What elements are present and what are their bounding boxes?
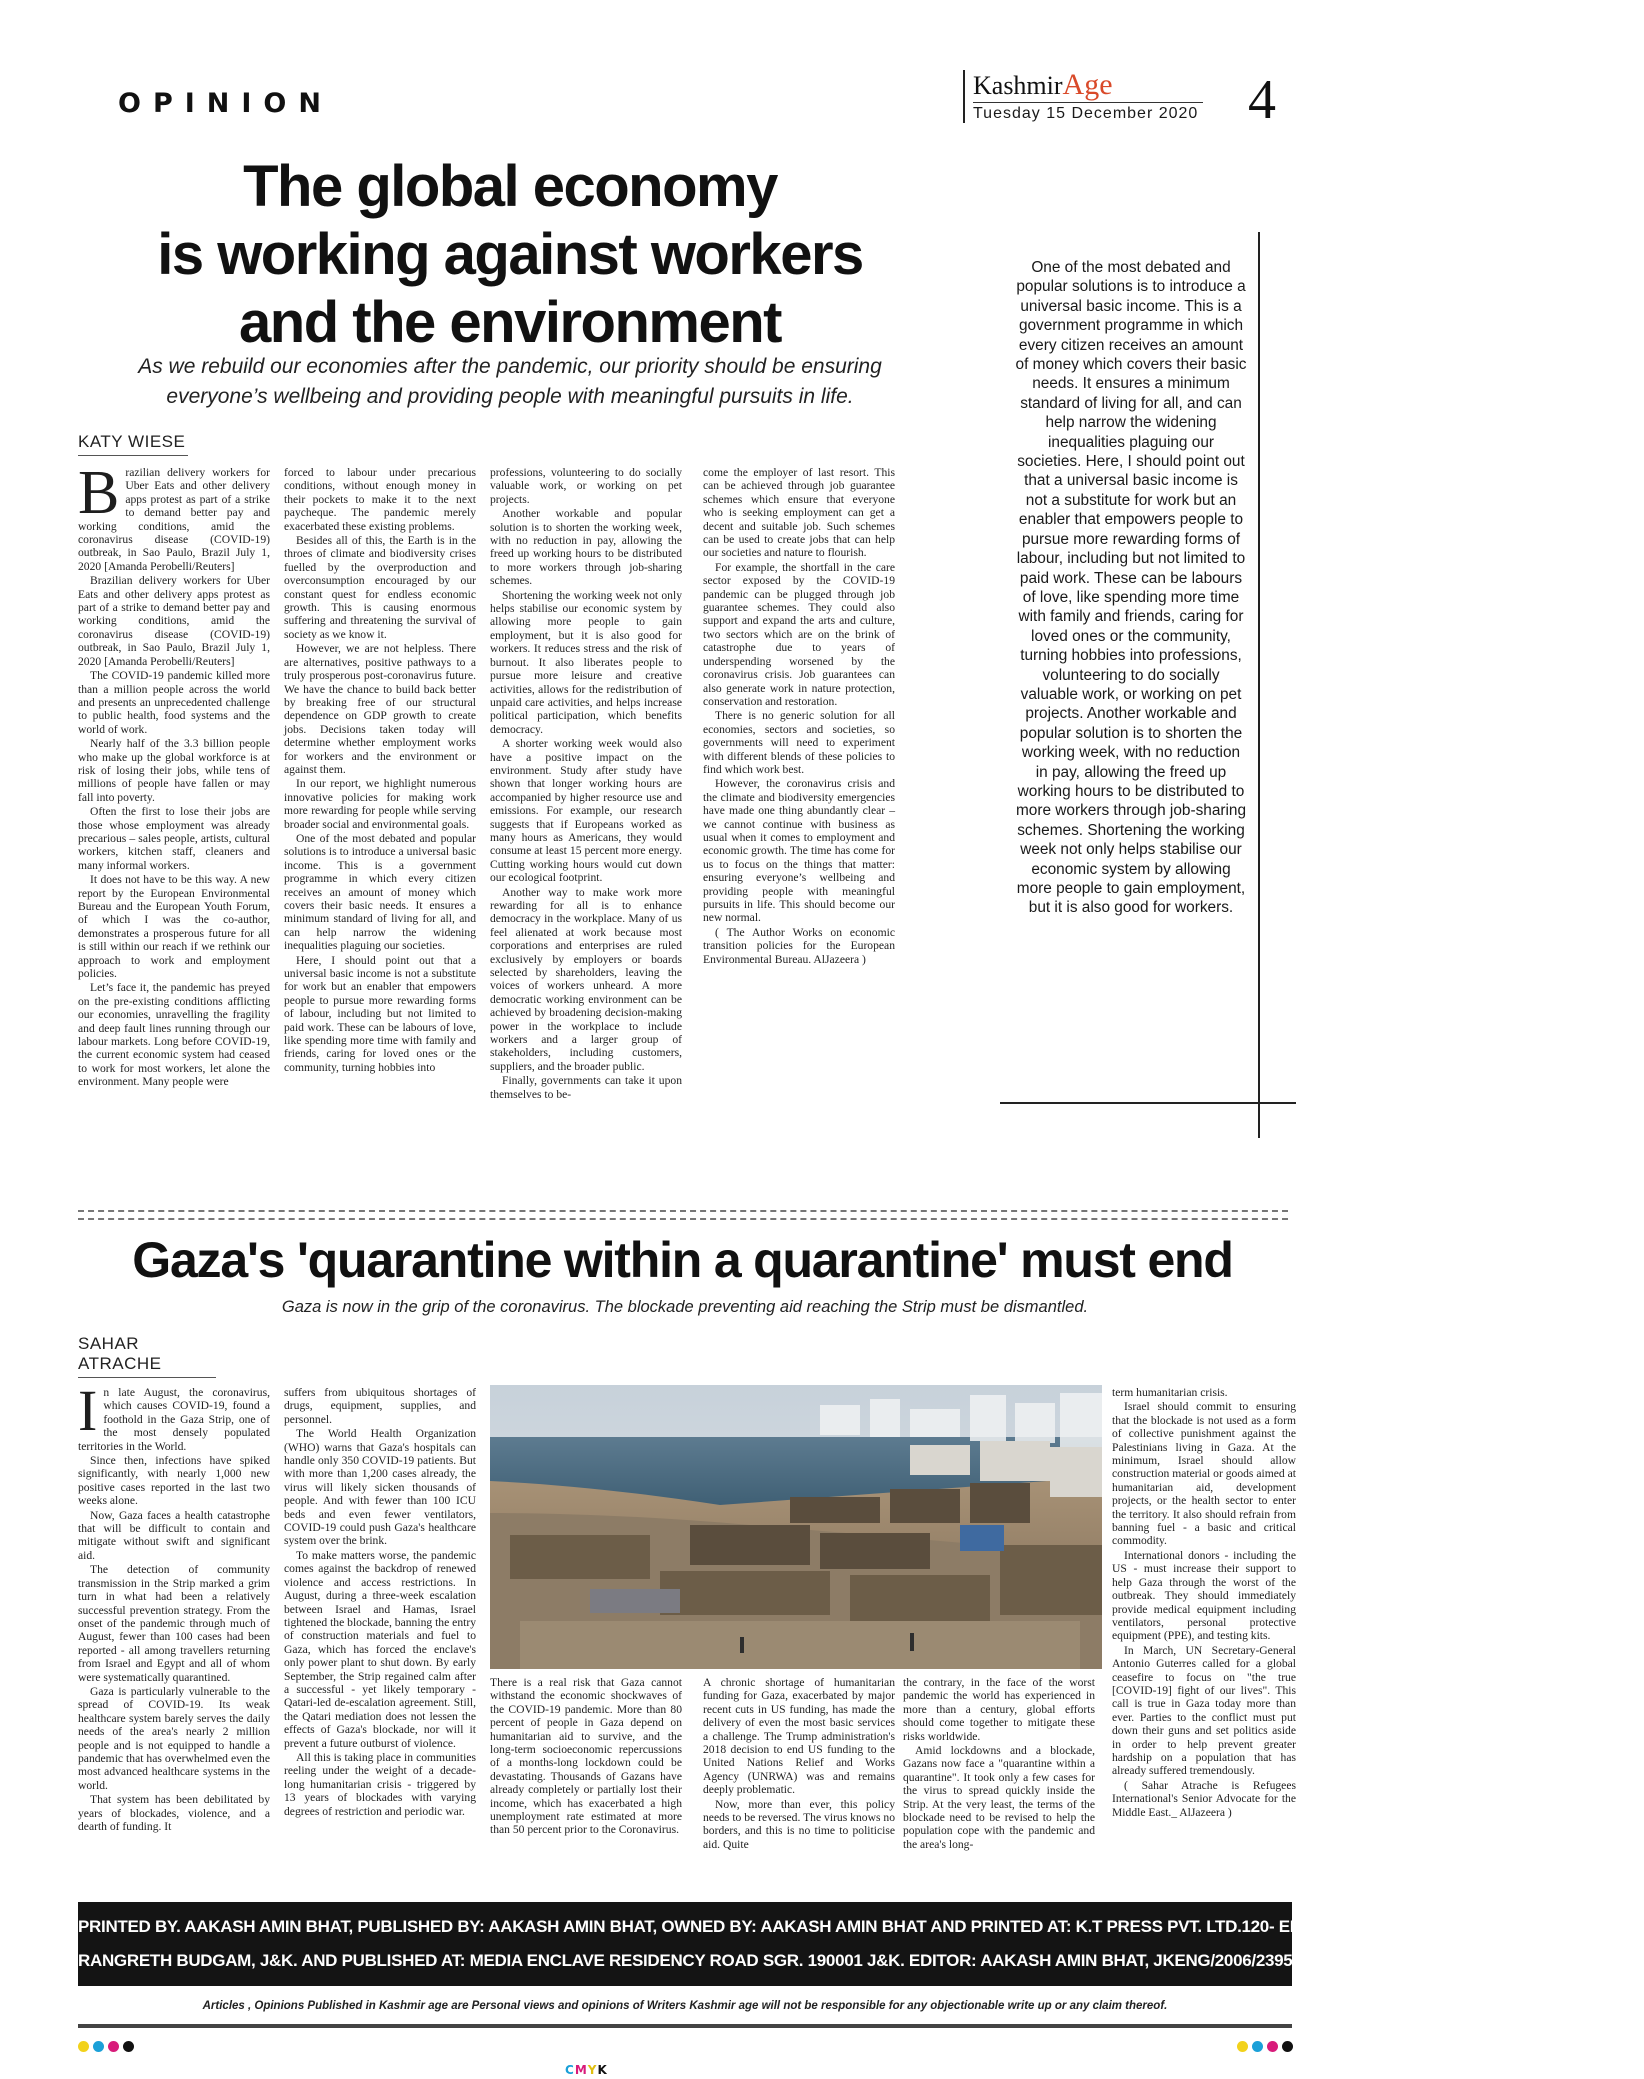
section-label: OPINION [118,88,333,119]
article1-byline: KATY WIESE [78,432,188,456]
cyan-dot [93,2041,104,2052]
yellow-dot [1237,2041,1248,2052]
article1-col1-para-1 [78,459,270,573]
cmyk-color-bar [565,2063,608,2077]
article1-dek [60,352,960,412]
article2-col1-para: Since then, infections have spiked significantly, with nearly 1,000 new positive cases reported in the last two weeks alone. [78,1454,270,1508]
disclaimer: Articles , Opinions Published in Kashmir age are Personal views and opinions of Writers Kashmir age will not be responsible for any objectionable write up or any claim thereof. [202,2000,1168,2012]
cmyk-m: M [574,2063,588,2077]
article2-col1-para: Gaza is particularly vulnerable to the spread of COVID-19. Its weak healthcare system barely serves the daily needs of the area's nearly 2 million people and is not equipped to handle a pandemic that has overwhelmed even the most advanced healthcare systems in the world. [78,1684,270,1792]
article2-byline: SAHAR ATRACHE [78,1334,216,1378]
publication-name [973,70,1203,101]
pull-quote-horizontal-rule [1000,1102,1296,1104]
article1-col1-para: Often the first to lose their jobs are those whose employment was already precarious – sales people, artists, cultural workers, kitchen staff, cleaners and many informal workers. [78,805,270,872]
publication-name-part1: Kashmir [973,71,1063,100]
article1-headline-line2: is working against workers [157,222,863,287]
masthead [963,70,1203,123]
article1-col2-para: One of the most debated and popular solutions is to introduce a universal basic income. This is a government programme in which every citizen receives an amount of money which covers their basic needs. It ensures a minimum standard of living for all, and can help narrow the widening inequalities plaguing our societies. [284,831,476,953]
article1-col2-para: forced to labour under precarious conditions, without enough money in their pockets to make it to the next paycheque. The pandemic merely exacerbated these existing problems. [284,466,476,533]
article1-col3-para: professions, volunteering to do socially valuable work, or working on pet projects. [490,466,682,506]
article2-col6-para: term humanitarian crisis. [1112,1386,1228,1399]
article2-col1-para: The detection of community transmission in the Strip marked a grim turn in what had been a relatively successful prevention strategy. From the onset of the pandemic through much of August, fewer than 100 cases had been reported - all among travellers returning from Israel and Egypt and all of whom were systematically quarantined. [78,1563,270,1684]
article2-col2-para: All this is taking place in communities reeling under the weight of a decade-long humanitarian crisis - triggered by 13 years of blockades with varying degrees of restriction and periodic war. [284,1750,476,1818]
article1-col1-para: The COVID-19 pandemic killed more than a million people across the world and presents an unprecedented challenge to public health, food systems and the world of work. [78,669,270,736]
article1-col2-para: Besides all of this, the Earth is in the throes of climate and biodiversity crises fuelled by the overproduction and overconsumption encouraged by our constant quest for endless economic growth. This is causing enormous suffering and threatening the survival of society as we know it. [284,534,476,641]
publication-name-part2: Age [1062,68,1113,101]
magenta-dot [108,2041,119,2052]
article2-dek: Gaza is now in the grip of the coronavirus. The blockade preventing aid reaching the Strip must be dismantled. [281,1298,1089,1316]
imprint-line-1: PRINTED BY. AAKASH AMIN BHAT, PUBLISHED BY: AAKASH AMIN BHAT, OWNED BY: AAKASH AMIN BHAT AND PRINTED AT: K.T PRESS PVT. LTD.120- ELECTRONIC COMPLEX INDUSTRIAL ESTATE [78,1917,1644,1936]
black-dot [123,2041,134,2052]
article2-column-3 [490,1676,682,1882]
magenta-dot [1267,2041,1278,2052]
article2-col3-para: There is a real risk that Gaza cannot withstand the economic shockwaves of the COVID-19 pandemic. More than 80 percent of people in Gaza depend on humanitarian aid to survive, and the long-term socioeconomic repercussions of a months-long lockdown could be devastating. Thousands of Gazans have already completely or partially lost their income, which has exacerbated a high unemployment rate estimated at more than 50 percent prior to the Coronavirus. [490,1676,682,1837]
article1-col2-para: In our report, we highlight numerous innovative policies for making work more rewarding for people while serving broader social and environmental goals. [284,777,476,831]
article2-col2-para: To make matters worse, the pandemic comes against the backdrop of renewed violence and access restrictions. In August, during a three-week escalation between Israel and Hamas, Israel tightened the blockade, banning the entry of construction materials and fuel to Gaza, which has forced the enclave's only power plant to shut down. By early September, the Strip regained calm after a successful - yet likely temporary - Qatari-led de-escalation agreement. Still, the Qatari mediation does not lessen the effects of Gaza's blockade, nor will it prevent a future outburst of violence. [284,1548,476,1750]
article2-col1-para: That system has been debilitated by years of blockades, violence, and a dearth of funding. It [78,1793,270,1833]
page-number: 4 [1248,69,1276,131]
cmyk-k: K [597,2063,608,2077]
article1-column-1 [78,459,270,1194]
pull-quote-vertical-rule [1258,232,1260,1138]
article2-col2-para: The World Health Organization (WHO) warns that Gaza's hospitals can handle only 350 COVID-19 patients. But with more than 1,200 cases already, the virus will likely sicken thousands of people. And with fewer than 100 ICU beds and even fewer ventilators, COVID-19 could push Gaza's healthcare system over the brink. [284,1427,476,1548]
article1-col1-para: Nearly half of the 3.3 billion people who make up the global workforce is at risk of losing their jobs, while tens of millions of people have fallen or may fall into poverty. [78,737,270,804]
article1-col4-para: For example, the shortfall in the care sector exposed by the COVID-19 pandemic can be plugged through job guarantee schemes. They could also support and expand the arts and culture, two sectors which are on the brink of catastrophe due to years of underspending worsened by the coronavirus crisis. Job guarantees can also generate work in nature protection, conservation and restoration. [703,560,895,708]
gaza-coastline-photo [490,1385,1102,1669]
article1-col3-para: Finally, governments can take it upon themselves to be- [490,1074,682,1101]
section-divider [78,1210,1288,1220]
article1-col4-para: ( The Author Works on economic transition policies for the European Environmental Bureau. AlJazeera ) [703,925,895,966]
cyan-dot [1252,2041,1263,2052]
imprint-box [78,1902,1644,1986]
article1-col3-para: A shorter working week would also have a positive impact on the environment. Study after study have shown that longer working hours are accompanied by higher resource use and emissions. For example, our research suggests that if Europeans worked as many hours as Americans, they would consume at least 15 percent more energy. Cutting working hours would cut down our ecological footprint. [490,737,682,885]
article1-dek-line1: As we rebuild our economies after the pandemic, our priority should be ensuring [138,355,882,378]
article2-col5-para: Amid lockdowns and a blockade, Gazans now face a "quarantine within a quarantine". It took only a few cases for the virus to spread quickly inside the Strip. At the very least, the terms of the blockade need to be revised to help the population cope with the pandemic and the area's long- [903,1744,1095,1851]
article1-col1-para-1-text: razilian delivery workers for Uber Eats and other delivery apps protest as part of a strike to demand better pay and working conditions, amid the coronavirus disease (COVID-19) outbreak, in Sao Paulo, Brazil July 1, 2020 [Amanda Perobelli/Reuters] [78,466,270,573]
article1-dek-line2: everyone’s wellbeing and providing people with meaningful pursuits in life. [166,385,854,408]
article1-col2-para: Here, I should point out that a universal basic income is not a substitute for work but an enabler that empowers people to pursue more rewarding forms of labour, including but not limited to paid work. These can be labours of love, like spending more time with family and friends, caring for loved ones or the community, turning hobbies into [284,953,476,1074]
article1-column-3 [490,466,682,1194]
bottom-rule [78,2024,1292,2028]
gaza-coastline-photo-art [490,1385,1102,1669]
article1-col2-para: However, we are not helpless. There are alternatives, positive pathways to a truly prosperous post-coronavirus future. We have the chance to build back better by breaking free of our structural dependence on GDP growth to create jobs. Decisions taken today will determine whether employment works for workers and the environment or against them. [284,642,476,776]
article1-col3-para: Shortening the working week not only helps stabilise our economic system by allowing more people to gain employment, but it is also good for workers. It reduces stress and the risk of burnout. It also liberates people to pursue more leisure and creative activities, allows for the redistribution of unpaid care activities, and helps increase political participation, which benefits democracy. [490,588,682,736]
article1-column-2 [284,466,476,1194]
article2-col2-para: suffers from ubiquitous shortages of drugs, equipment, supplies, and personnel. [284,1386,476,1426]
article2-col6-para: In March, UN Secretary-General Antonio Guterres called for a global ceasefire to focus on "the true [COVID-19] fight of our lives". This call is true in Gaza today more than ever. Parties to the conflict must put down their guns and set politics aside in order to help prevent greater hardship on a population that has already suffered tremendously. [1112,1643,1296,1778]
article1-col1-para: It does not have to be this way. A new report by the European Environmental Bureau and the European Youth Forum, of which I was the co-author, demonstrates a prosperous future for all is still within our reach if we rethink our approach to work and employment policies. [78,873,270,981]
pull-quote: One of the most debated and popular solutions is to introduce a universal basic income. This is a government programme in which every citizen receives an amount of money which covers their basic needs. It ensures a minimum standard of living for all, and can help narrow the widening inequalities plaguing our societies. Here, I should point out that a universal basic income is not a substitute for work but an enabler that empowers people to pursue more rewarding forms of labour, including but not limited to paid work. These can be labours of love, like spending more time with family and friends, caring for loved ones or the community, turning hobbies into professions, volunteering to do socially valuable work, or working on pet projects. Another workable and popular solution is to shorten the working week, with no reduction in pay, allowing the freed up working hours to be distributed to more workers through job-sharing schemes. Shortening the working week not only helps stabilise our economic system by allowing more people to gain employment, but it is also good for workers. [1015,259,1247,917]
article1-col4-para: There is no generic solution for all economies, sectors and societies, so governments will need to experiment with different blends of these policies to find which work best. [703,709,895,776]
article1-headline-line3: and the environment [239,290,781,355]
article2-dropcap: I [78,1378,98,1443]
article2-column-5 [903,1676,1095,1882]
article2-col1-para-1 [78,1378,270,1453]
cmyk-c: C [565,2063,575,2077]
article2-column-6 [1112,1386,1296,1882]
article1-col1-para: Brazilian delivery workers for Uber Eats and other delivery apps protest as part of a strike to demand better pay and working conditions, amid the coronavirus disease (COVID-19) outbreak, in Sao Paulo, Brazil July 1, 2020 [Amanda Perobelli/Reuters] [78,574,270,668]
article1-col4-para: However, the coronavirus crisis and the climate and biodiversity emergencies have made one thing abundantly clear – we cannot continue with business as usual when it comes to employment and economic growth. The time has come for us to focus on the things that matter: ensuring everyone’s wellbeing and providing people with meaningful pursuits in life. This should become our new normal. [703,777,895,925]
article1-column-4 [703,466,895,1194]
article2-headline: Gaza's 'quarantine within a quarantine' must end [132,1232,1233,1288]
article2-col5-para: the contrary, in the face of the worst pandemic the world has experienced in more than a century, global efforts should come together to mitigate these risks worldwide. [903,1676,1095,1743]
article2-col6-para: International donors - including the US - must increase their support to help Gaza through the worst of the outbreak. They should immediately provide medical equipment including ventilators, personal protective equipment (PPE), and testing kits. [1112,1548,1296,1643]
article2-col1-para-1-text: n late August, the coronavirus, which causes COVID-19, found a foothold in the Gaza Strip, one of the most densely populated territories in the World. [78,1386,270,1453]
article1-headline [60,153,960,357]
article2-col4-para: A chronic shortage of humanitarian funding for Gaza, exacerbated by major recent cuts in US funding, has made the delivery of even the most basic services a challenge. The Trump administration's 2018 decision to end US funding to the United Nations Relief and Works Agency (UNRWA) was and remains deeply problematic. [703,1676,895,1797]
article1-col4-para: come the employer of last resort. This can be achieved through job guarantee schemes which ensure that everyone who is seeking employment can get a decent and suitable job. Such schemes can be used to create jobs that can help our societies and nature to flourish. [703,466,895,560]
article2-column-1 [78,1378,270,1882]
cmyk-y: Y [587,2063,598,2077]
article2-col1-para: Now, Gaza faces a health catastrophe that will be difficult to contain and mitigate without swift and significant aid. [78,1508,270,1562]
registration-dots-left [78,2041,134,2052]
article1-headline-line1: The global economy [243,154,777,219]
article1-col3-para: Another way to make work more rewarding for all is to enhance democracy in the workplace. Many of us feel alienated at work because most corporations and enterprises are ruled exclusively by employers or boards selected by shareholders, leaving the voices of workers unheard. A more democratic working environment can be achieved by broadening decision-making power in the workplace to include workers and a larger group of stakeholders, including customers, suppliers, and the broader public. [490,885,682,1073]
imprint-line-2: RANGRETH BUDGAM, J&K. AND PUBLISHED AT: MEDIA ENCLAVE RESIDENCY ROAD SGR. 190001 J&K. EDITOR: AAKASH AMIN BHAT, JKENG/2006/23952 [78,1951,1302,1970]
article2-col6-para: ( Sahar Atrache is Refugees International's Senior Advocate for the Middle East._ AlJazeera ) [1112,1778,1296,1819]
black-dot [1282,2041,1293,2052]
article2-col4-para: Now, more than ever, this policy needs to be reversed. The virus knows no borders, and this is no time to politicise aid. Quite [703,1797,895,1851]
article1-col3-para: Another workable and popular solution is to shorten the working week, with no reduction in pay, allowing the freed up working hours to be distributed to more workers through job-sharing schemes. [490,507,682,588]
issue-date: Tuesday 15 December 2020 [973,102,1203,123]
article2-column-2 [284,1386,476,1882]
article2-col6-para: Israel should commit to ensuring that the blockade is not used as a form of collective punishment against the Palestinians living in Gaza. At the minimum, Israel should allow construction material or goods aimed at humanitarian aid, development projects, or the health sector to enter the territory. It also should refrain from banning fuel - a basic and critical commodity. [1112,1400,1296,1548]
article1-col1-para: Let’s face it, the pandemic has preyed on the pre-existing conditions afflicting our economies, unravelling the fragility and deep fault lines running through our labour markets. Long before COVID-19, the current economic system had ceased to work for most workers, let alone the environment. Many people were [78,981,270,1089]
registration-dots-right [1237,2041,1293,2052]
article1-dropcap: B [78,459,120,527]
yellow-dot [78,2041,89,2052]
article2-column-4 [703,1676,895,1882]
